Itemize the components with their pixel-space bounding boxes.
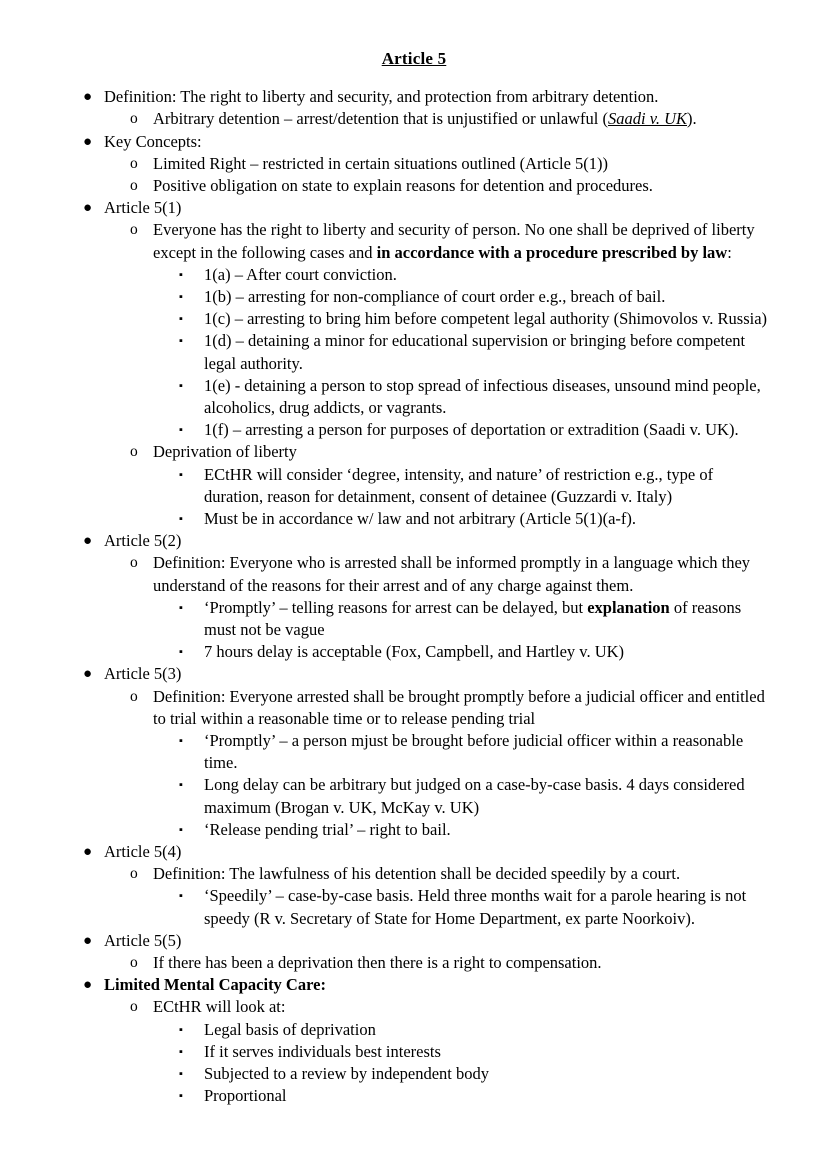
list-item-text [204,330,772,374]
text-run: Proportional [204,1086,287,1106]
bullet-level2-icon: o [130,687,138,705]
text-run: ‘Promptly’ – telling reasons for arrest can be delayed, but [204,597,588,617]
list-item-speedily-case-by-case [153,885,772,929]
text-run: of reasons must not be vague [204,597,742,639]
list-item-article-5-1-e [153,375,772,419]
bullet-level3-icon: ▪ [179,1068,183,1081]
bullet-level3-icon: ▪ [179,313,183,326]
text-run: 7 hours delay is acceptable (Fox, Campbell, and Hartley v. UK) [204,642,625,662]
bullet-level1-icon: ● [83,844,93,860]
bullet-level3-icon: ▪ [179,1023,183,1036]
list-item-text [104,86,772,108]
list-item-text [104,663,772,685]
text-run: 1(a) – After court conviction. [204,264,397,284]
text-run: Definition: The right to liberty and security, and protection from arbitrary detention. [104,87,659,107]
list-item-text [153,952,772,974]
bullet-level2-icon: o [130,998,138,1016]
list-item-text [204,464,772,508]
list-item-text [204,1041,772,1063]
bullet-level2-icon: o [130,221,138,239]
list-item-text [104,197,772,219]
text-run: 1(e) - detaining a person to stop spread of infectious diseases, unsound mind people, alcoholics, drug addicts, or vagrants. [204,375,761,417]
text-run: Subjected to a review by independent body [204,1064,490,1084]
text-run: Deprivation of liberty [153,442,297,462]
bullet-level3-icon: ▪ [179,779,183,792]
list-item-key-concepts [56,131,772,153]
list-item-article-5-1-c [153,308,772,330]
text-run: 1(b) – arresting for non-compliance of court order e.g., breach of bail. [204,286,666,306]
list-item-text [204,885,772,929]
text-run: Everyone has the right to liberty and security of person. No one shall be deprived of liberty except in the following cases and [153,220,755,262]
list-item-text [204,1085,772,1107]
list-item-seven-hours-delay [153,641,772,663]
bullet-level1-icon: ● [83,200,93,217]
text-run: Definition: The lawfulness of his detention shall be decided speedily by a court. [153,864,681,884]
list-item-text [104,530,772,552]
list-item-article-5-1-d [153,330,772,374]
list-item-text [204,641,772,663]
list-item-article-5-2-heading [56,530,772,552]
outline-list [56,86,772,1107]
list-item-text [153,863,772,885]
text-run: Key Concepts: [104,131,202,151]
text-run: 1(f) – arresting a person for purposes of deportation or extradition (Saadi v. UK). [204,420,739,440]
list-item-text [204,597,772,641]
list-item-text [204,264,772,286]
list-item-text [153,108,772,130]
text-run: Article 5(4) [104,842,182,861]
bullet-level3-icon: ▪ [179,1090,183,1103]
text-run: explanation [587,597,670,617]
list-item-article-5-1-b [153,286,772,308]
bullet-level3-icon: ▪ [179,512,183,525]
text-run: Saadi v. UK [608,109,687,129]
bullet-level1-icon: ● [83,666,93,683]
text-run: Arbitrary detention – arrest/detention that is unjustified or unlawful ( [153,109,609,129]
bullet-level2-icon: o [130,110,138,128]
text-run: If it serves individuals best interests [204,1041,441,1061]
bullet-level2-icon: o [130,443,138,461]
text-run: ECtHR will look at: [153,997,286,1017]
text-run: 1(c) – arresting to bring him before competent legal authority (Shimovolos v. Russia) [204,309,768,329]
text-run: Article 5(1) [104,198,182,218]
bullet-level2-icon: o [130,554,138,572]
list-item-deprivation-of-liberty [104,441,772,463]
bullet-level3-icon: ▪ [179,268,183,281]
bullet-level3-icon: ▪ [179,823,183,836]
bullet-level2-icon: o [130,865,138,883]
text-run: Definition: Everyone who is arrested shall be informed promptly in a language which they understand of the reasons for their arrest and of any charge against them. [153,553,751,595]
list-item-article-5-1-a [153,264,772,286]
bullet-level3-icon: ▪ [179,1045,183,1058]
list-item-promptly-explanation [153,597,772,641]
text-run: Must be in accordance w/ law and not arbitrary (Article 5(1)(a-f). [204,508,637,528]
list-item-text [153,441,772,463]
page-title: Article 5 [381,49,447,68]
list-item-legal-basis-of-deprivation [153,1019,772,1041]
list-item-text [204,1019,772,1041]
list-item-text [204,730,772,774]
bullet-level2-icon: o [130,176,138,194]
list-item-text [204,308,772,330]
list-item-arbitrary-detention [104,108,772,130]
text-run: Legal basis of deprivation [204,1019,376,1039]
list-item-article-5-2-definition [104,552,772,596]
list-item-limited-mental-capacity-care [56,974,772,996]
list-item-release-pending-trial [153,819,772,841]
bullet-level2-icon: o [130,954,138,972]
list-item-text [204,286,772,308]
list-item-article-5-3-definition [104,686,772,730]
list-item-text [153,153,772,175]
list-item-text [104,930,772,952]
bullet-level2-icon: o [130,154,138,172]
list-item-text [104,974,772,996]
list-item-text [104,841,772,863]
bullet-level1-icon: ● [83,932,93,949]
list-item-subjected-to-review [153,1063,772,1085]
text-run: Definition: Everyone arrested shall be brought promptly before a judicial officer and entitled to trial within a reasonable time or to release pending trial [153,686,765,728]
list-item-long-delay-four-days [153,774,772,818]
bullet-level3-icon: ▪ [179,646,183,659]
bullet-level3-icon: ▪ [179,890,183,903]
list-item-text [153,686,772,730]
text-run: If there has been a deprivation then there is a right to compensation. [153,953,602,973]
text-run: : [727,242,732,262]
text-run: ‘Promptly’ – a person mjust be brought before judicial officer within a reasonable time. [204,730,744,773]
text-run: Limited Mental Capacity Care: [104,975,326,995]
list-item-serves-best-interests [153,1041,772,1063]
text-run: ‘Speedily’ – case-by-case basis. Held three months wait for a parole hearing is not speedy (R v. Secretary of State for Home Department, ex parte Noorkoiv). [204,886,747,928]
text-run: Article 5(3) [104,664,182,684]
bullet-level3-icon: ▪ [179,601,183,614]
bullet-level3-icon: ▪ [179,335,183,348]
list-item-text [153,219,772,263]
list-item-text [204,419,772,441]
bullet-level3-icon: ▪ [179,379,183,392]
list-item-article-5-5-heading [56,930,772,952]
list-item-must-be-in-accordance [153,508,772,530]
list-item-text [153,552,772,596]
list-item-text [204,819,772,841]
bullet-level1-icon: ● [83,977,93,994]
list-item-text [153,175,772,197]
text-run: Limited Right – restricted in certain situations outlined (Article 5(1)) [153,153,609,173]
list-item-definition [56,86,772,108]
list-item-article-5-1-f [153,419,772,441]
list-item-article-5-4-definition [104,863,772,885]
list-item-text [204,508,772,530]
list-item-article-5-3-heading [56,663,772,685]
list-item-ecthr-will-look-at [104,996,772,1018]
list-item-text [153,996,772,1018]
text-run: Long delay can be arbitrary but judged on a case-by-case basis. 4 days considered maximum (Brogan v. UK, McKay v. UK) [204,775,745,817]
bullet-level3-icon: ▪ [179,468,183,481]
list-item-article-5-4-heading [56,841,772,863]
list-item-article-5-1-text [104,219,772,263]
list-item-limited-right [104,153,772,175]
list-item-positive-obligation [104,175,772,197]
text-run: ‘Release pending trial’ – right to bail. [204,819,451,839]
bullet-level1-icon: ● [83,133,93,150]
text-run: 1(d) – detaining a minor for educational supervision or bringing before competent legal authority. [204,331,746,373]
text-run: Article 5(2) [104,531,182,551]
list-item-text [104,131,772,153]
text-run: Article 5(5) [104,930,182,950]
list-item-ecthr-degree-intensity [153,464,772,508]
bullet-level1-icon: ● [83,533,93,550]
text-run: Positive obligation on state to explain reasons for detention and procedures. [153,175,653,195]
list-item-text [204,774,772,818]
list-item-article-5-5-compensation [104,952,772,974]
text-run: ). [687,109,697,129]
bullet-level3-icon: ▪ [179,424,183,437]
list-item-article-5-1-heading [56,197,772,219]
bullet-level3-icon: ▪ [179,734,183,747]
list-item-text [204,375,772,419]
list-item-promptly-judicial-officer [153,730,772,774]
list-item-text [204,1063,772,1085]
list-item-proportional [153,1085,772,1107]
text-run: ECtHR will consider ‘degree, intensity, and nature’ of restriction e.g., type of duration, reason for detainment, consent of detainee (Guzzardi v. Italy) [204,464,714,506]
text-run: in accordance with a procedure prescribed by law [376,242,728,262]
bullet-level1-icon: ● [83,89,93,106]
bullet-level3-icon: ▪ [179,290,183,303]
